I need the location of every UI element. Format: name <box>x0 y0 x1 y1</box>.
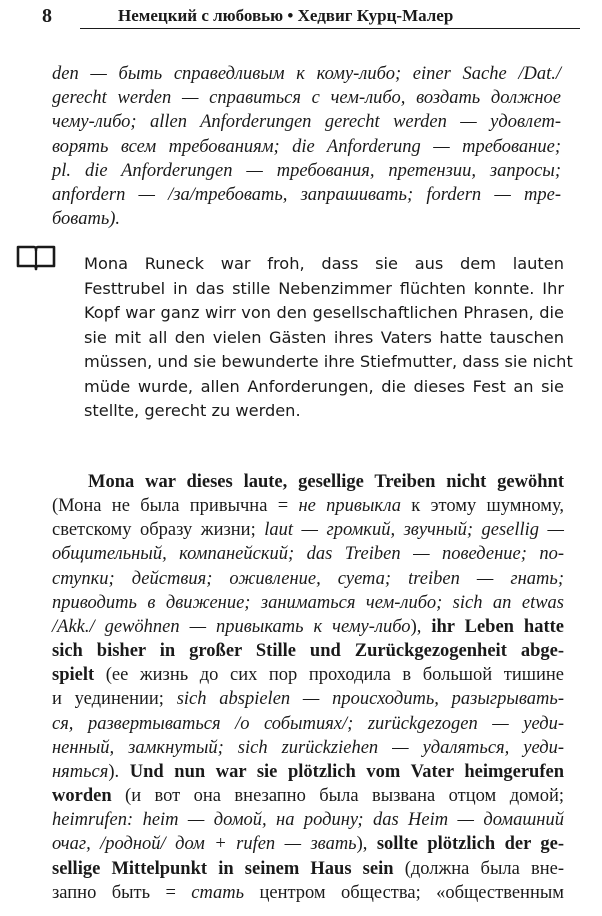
gloss-note: приводить в движение; заниматься чем-либо; sich an etwas <box>52 592 564 613</box>
analysis-line <box>52 639 564 663</box>
translation: запно быть = <box>52 882 192 903</box>
german-phrase: Und nun war sie plötzlich vom Vater heimgerufen <box>129 761 564 782</box>
analysis-line <box>52 687 564 711</box>
gloss-note: стать <box>191 882 245 903</box>
german-phrase: sich bisher in großer Stille und Zurückgezogenheit abge- <box>52 641 564 662</box>
gloss-note: няться <box>52 761 109 782</box>
gloss-note: laut — громкий, звучный; gesellig — <box>264 520 564 541</box>
analysis-line <box>52 736 564 760</box>
german-phrase: sellige Mittelpunkt in seinem Haus sein <box>52 858 394 879</box>
gloss-line: бовать). <box>52 209 121 230</box>
gloss-note: heimrufen: heim — домой, на родину; das Heim — домашний <box>52 810 564 831</box>
passage-line: stellte, gerecht zu werden. <box>84 401 301 420</box>
page-number: 8 <box>42 5 52 27</box>
reading-passage <box>84 252 573 424</box>
analysis-line <box>52 494 564 518</box>
passage-line: Festtrubel in das stille Nebenzimmer flüchten konnte. Ihr <box>84 278 564 298</box>
analysis-line <box>52 760 564 784</box>
translation: к этому шумному, <box>401 496 564 517</box>
translation: (Мона не была привычна = <box>52 496 299 517</box>
gloss-note: общительный, компанейский; das Treiben — поведение; по- <box>52 544 564 565</box>
open-book-icon <box>16 243 56 271</box>
passage-line: sie mit all den vielen Gästen ihres Vaters hatte tauschen <box>84 327 564 347</box>
german-phrase: Mona war dieses laute, gesellige Treiben nicht gewöhnt <box>88 472 564 492</box>
german-phrase: worden <box>52 786 112 807</box>
analysis-line <box>52 470 564 494</box>
passage-line: Kopf war ganz wirr von den gesellschaftlichen Phrasen, die <box>84 303 564 322</box>
running-title: Немецкий с любовью • Хедвиг Курц-Малер <box>118 6 454 25</box>
gloss-line: gerecht werden — справиться с чем-либо, воздать должное <box>52 88 561 109</box>
analysis-line <box>52 808 564 832</box>
punctuation: ), <box>410 616 432 637</box>
gloss-line: anfordern — /за/требовать, запрашивать; fordern — тре- <box>52 185 561 206</box>
gloss-note: ся, развертываться /о событиях/; zurückgezogen — уеди- <box>52 713 564 734</box>
translation: (ее жизнь до сих пор проходила в большой тишине <box>94 665 564 686</box>
translation: (должна была вне- <box>393 858 564 879</box>
german-phrase: spielt <box>52 665 95 686</box>
analysis-line <box>52 881 564 905</box>
analysis-line <box>52 542 564 566</box>
gloss-note: /Akk./ gewöhnen — привыкать к чему-либо <box>52 616 411 637</box>
gloss-line: den — быть справедливым к кому-либо; einer Sache /Dat./ <box>52 64 561 84</box>
punctuation: ), <box>356 834 377 855</box>
punctuation: ). <box>108 761 130 782</box>
gloss-note: ступки; действия; оживление, суета; treiben — гнать; <box>52 568 564 589</box>
gloss-note: очаг, /родной/ дом + rufen — звать <box>52 834 357 855</box>
analysis-line <box>52 712 564 736</box>
german-phrase: ihr Leben hatte <box>431 616 565 637</box>
translation: светскому образу жизни; <box>52 520 265 541</box>
gloss-note: ненный, замкнутый; sich zurückziehen — удаляться, уеди- <box>52 737 564 758</box>
gloss-line: ворять всем требованиям; die Anforderung — требование; <box>52 136 561 157</box>
analysis-line <box>52 615 564 639</box>
gloss-note: не привыкла <box>298 496 401 517</box>
passage-line: müde wurde, allen Anforderungen, die dieses Fest an sie <box>84 376 564 396</box>
analysis-line <box>52 832 564 856</box>
translation: и уединении; <box>52 689 177 710</box>
passage-line: müssen, und sie bewunderte ihre Stiefmutter, dass sie nicht <box>84 352 573 371</box>
analysis-line <box>52 567 564 591</box>
gloss-line: pl. die Anforderungen — требования, претензии, запросы; <box>52 160 561 181</box>
analysis-line <box>52 591 564 615</box>
gloss-line: чему-либо; allen Anforderungen gerecht werden — удовлет- <box>52 112 561 133</box>
analysis-line <box>52 518 564 542</box>
analysis-line <box>52 857 564 881</box>
translation: (и вот она внезапно была вызвана отцом домой; <box>111 786 564 807</box>
vocabulary-gloss <box>52 62 561 231</box>
german-phrase: sollte plötzlich der ge- <box>376 834 564 855</box>
gloss-note: sich abspielen — происходить, разыгрывать- <box>176 689 564 710</box>
header-rule <box>80 28 580 29</box>
annotated-analysis <box>52 470 564 905</box>
analysis-line <box>52 663 564 687</box>
translation: центром общества; «общественным <box>244 882 564 903</box>
analysis-line <box>52 784 564 808</box>
passage-line: Mona Runeck war froh, dass sie aus dem lauten <box>84 254 564 273</box>
